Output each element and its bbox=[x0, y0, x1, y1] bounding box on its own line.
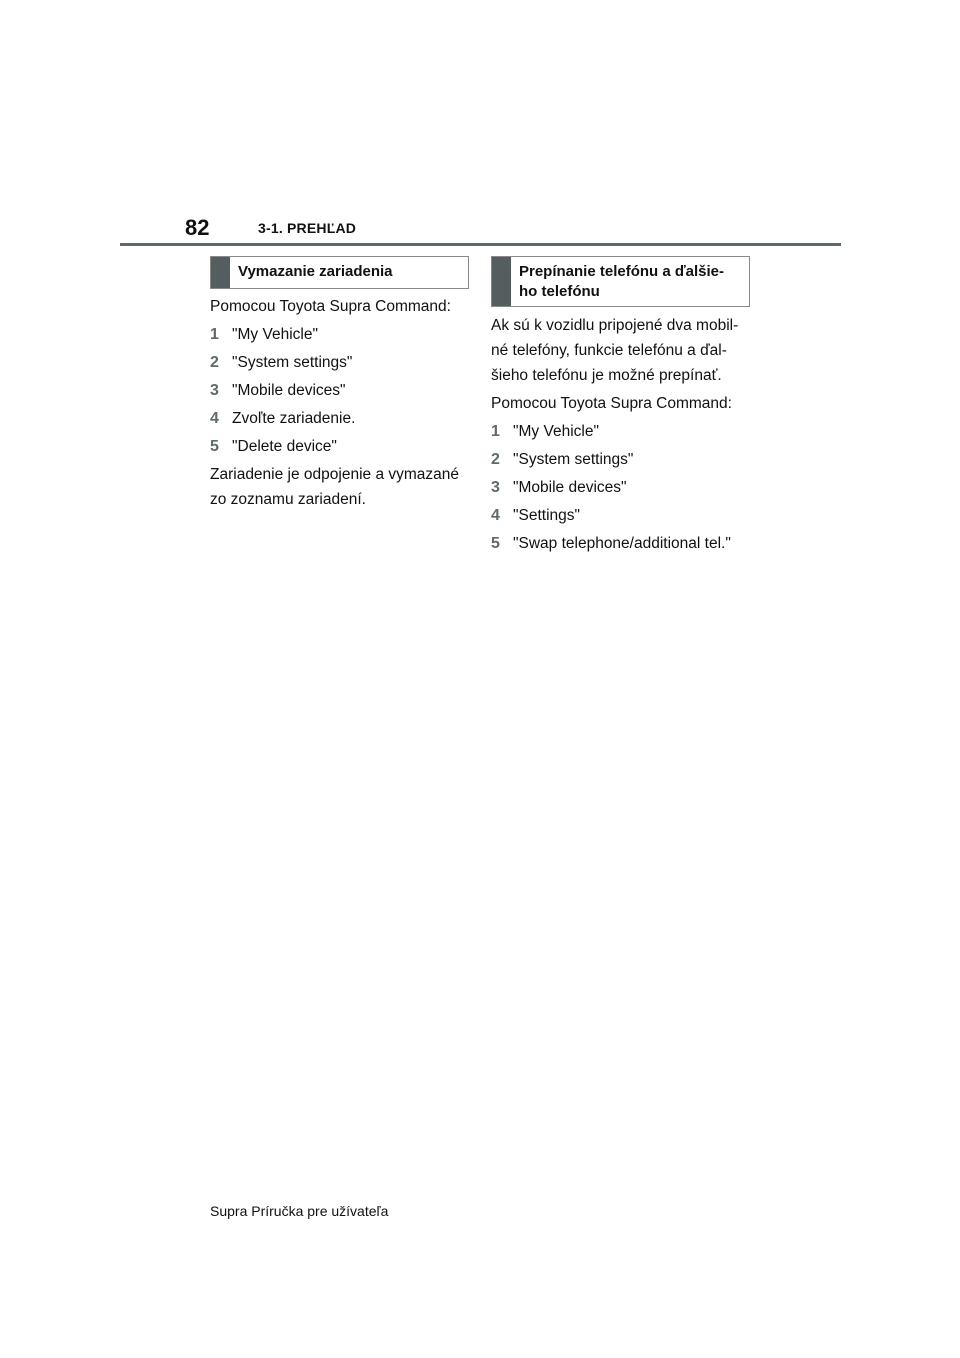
step-text: "My Vehicle" bbox=[513, 423, 599, 440]
step-number: 5 bbox=[210, 438, 219, 455]
step-text: "System settings" bbox=[232, 354, 353, 371]
intro-text: Pomocou Toyota Supra Command: bbox=[210, 298, 451, 315]
step-item bbox=[491, 475, 750, 500]
step-number: 5 bbox=[491, 535, 500, 552]
header-rule bbox=[120, 243, 841, 246]
section-heading-swap-telephone bbox=[491, 256, 750, 307]
step-text: "Swap telephone/additional tel." bbox=[513, 535, 731, 552]
description-line: né telefóny, funkcie telefónu a ďal- bbox=[491, 342, 727, 359]
heading-line: Prepínanie telefónu a ďalšie- bbox=[519, 263, 725, 280]
footer-text: Supra Príručka pre užívateľa bbox=[210, 1203, 389, 1219]
step-number: 3 bbox=[210, 382, 219, 399]
step-item bbox=[491, 531, 750, 556]
step-item bbox=[491, 503, 750, 528]
description-line: šieho telefónu je možné prepínať. bbox=[491, 367, 722, 384]
heading-text: Vymazanie zariadenia bbox=[238, 263, 393, 280]
step-text: "Settings" bbox=[513, 507, 581, 524]
heading-marker bbox=[211, 257, 230, 288]
step-item bbox=[491, 419, 750, 444]
step-number: 4 bbox=[210, 410, 219, 427]
result-text-line: zo zoznamu zariadení. bbox=[210, 491, 366, 508]
right-column bbox=[491, 256, 750, 559]
step-number: 4 bbox=[491, 507, 500, 524]
step-number: 1 bbox=[210, 326, 219, 343]
step-number: 2 bbox=[210, 354, 219, 371]
intro-text: Pomocou Toyota Supra Command: bbox=[491, 395, 732, 412]
left-column bbox=[210, 256, 469, 512]
step-text: "My Vehicle" bbox=[232, 326, 318, 343]
step-text: "System settings" bbox=[513, 451, 634, 468]
heading-marker bbox=[492, 257, 511, 306]
page-number: 82 bbox=[185, 215, 210, 240]
step-number: 2 bbox=[491, 451, 500, 468]
result-text-line: Zariadenie je odpojenie a vymazané bbox=[210, 466, 460, 483]
step-text: "Mobile devices" bbox=[513, 479, 627, 496]
heading-line: ho telefónu bbox=[519, 283, 600, 300]
step-item bbox=[210, 378, 469, 403]
step-text: "Delete device" bbox=[232, 438, 337, 455]
step-number: 3 bbox=[491, 479, 500, 496]
step-text: "Mobile devices" bbox=[232, 382, 346, 399]
step-item bbox=[210, 406, 469, 431]
step-item bbox=[210, 350, 469, 375]
step-item bbox=[210, 434, 469, 459]
step-number: 1 bbox=[491, 423, 500, 440]
section-heading-delete-device bbox=[210, 256, 469, 289]
section-title: 3-1. PREHĽAD bbox=[258, 220, 357, 236]
step-item bbox=[210, 322, 469, 347]
step-item bbox=[491, 447, 750, 472]
step-text: Zvoľte zariadenie. bbox=[232, 410, 356, 427]
heading-text bbox=[519, 257, 730, 306]
description-line: Ak sú k vozidlu pripojené dva mobil- bbox=[491, 317, 739, 334]
